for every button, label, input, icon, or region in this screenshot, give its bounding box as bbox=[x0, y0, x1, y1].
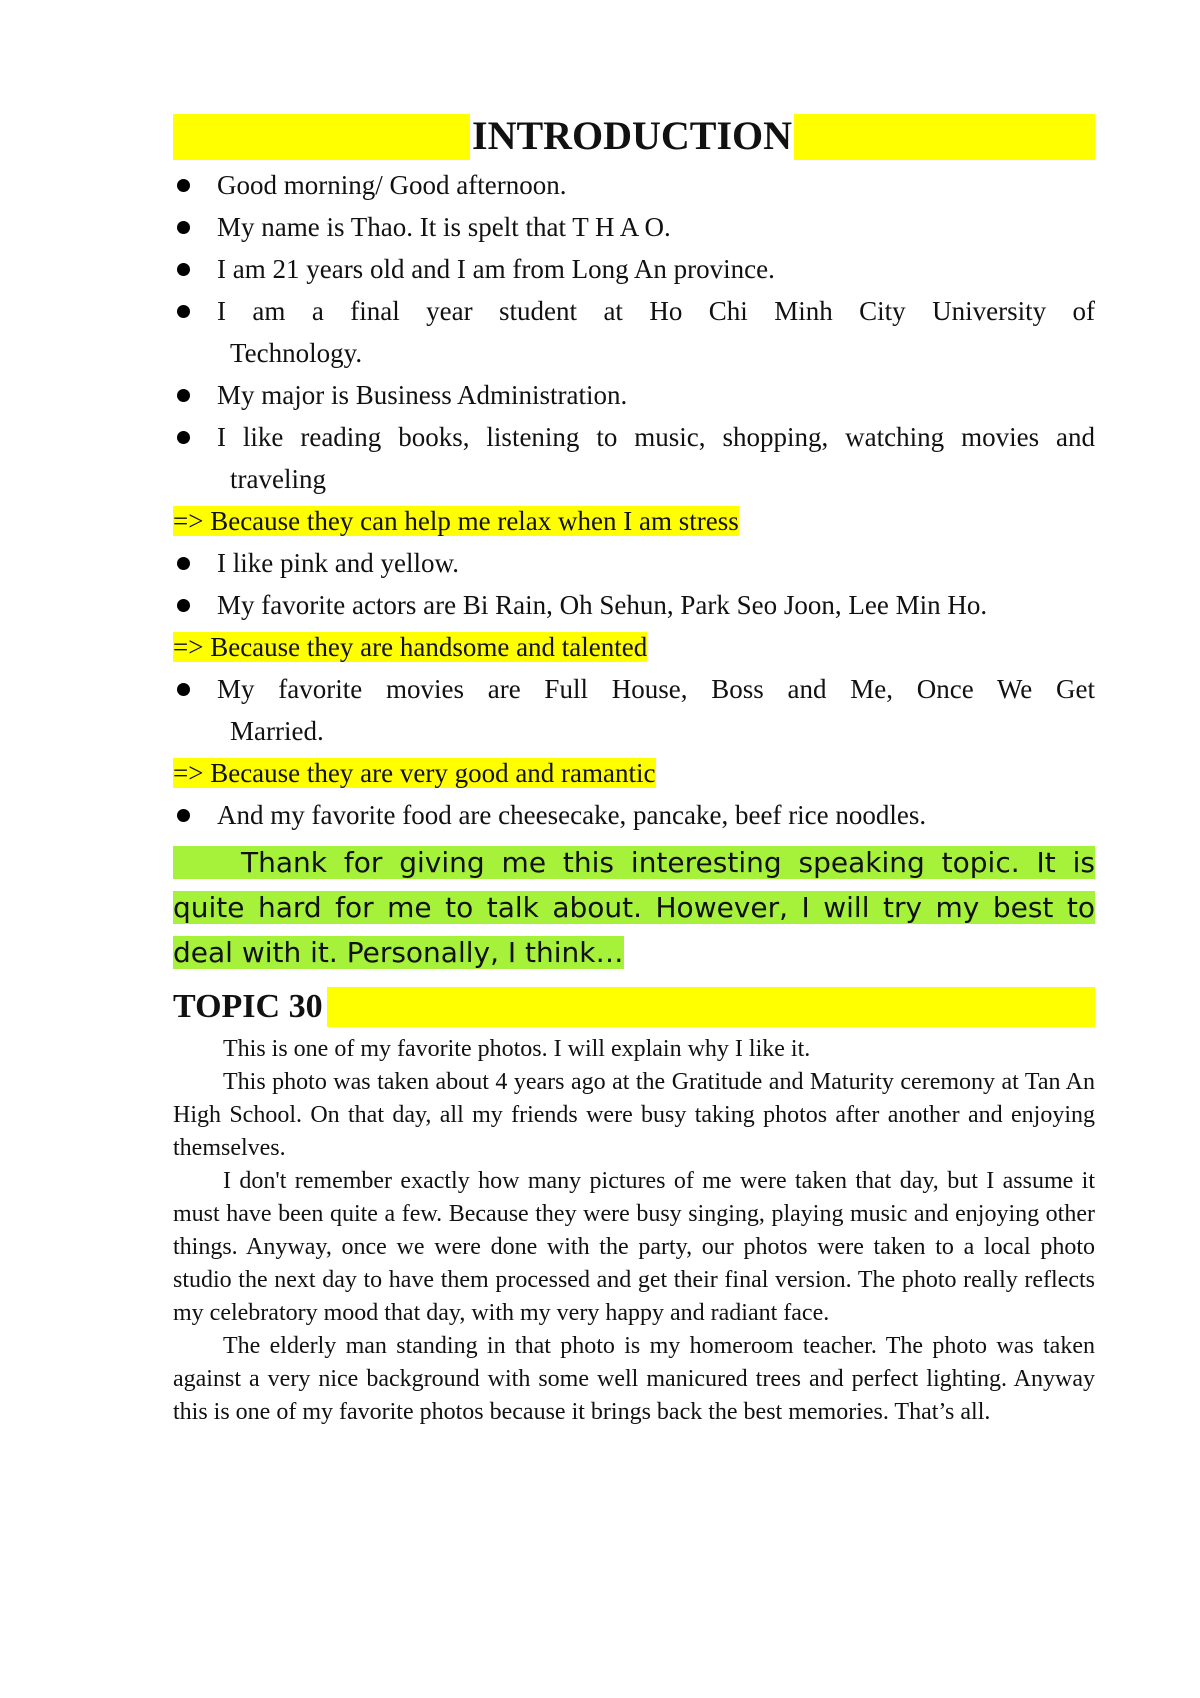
bullet-icon bbox=[177, 599, 190, 612]
introduction-list-continued bbox=[173, 542, 1095, 626]
reason-line bbox=[173, 500, 1095, 542]
introduction-list-continued bbox=[173, 668, 1095, 752]
list-item-continuation bbox=[173, 332, 1095, 374]
heading-highlight-right bbox=[794, 114, 1095, 160]
topic-heading-bar bbox=[173, 983, 1095, 1029]
list-item-text: My name is Thao. It is spelt that T H A O. bbox=[217, 212, 671, 242]
closing-note-text: Thank for giving me this interesting speaking topic. It is quite hard for me to talk about. However, I will try my best to deal with it. Personally, I think… bbox=[173, 846, 1095, 969]
list-item bbox=[173, 542, 1095, 584]
reason-text: => Because they can help me relax when I am stress bbox=[173, 506, 739, 536]
paragraph: I don't remember exactly how many pictures of me were taken that day, but I assume it must have been quite a few. Because they were busy singing, playing music and enjoying other things. Anyway, once we were done with the party, our photos were taken to a local photo studio the next day to have them processed and get their final version. The photo really reflects my celebratory mood that day, with my very happy and radiant face. bbox=[173, 1168, 1095, 1326]
paragraph: The elderly man standing in that photo is my homeroom teacher. The photo was taken against a very nice background with some well manicured trees and perfect lighting. Anyway this is one of my favorite photos because it brings back the best memories. That’s all. bbox=[173, 1333, 1095, 1425]
reason-line bbox=[173, 752, 1095, 794]
introduction-list bbox=[173, 164, 1095, 500]
list-item-continuation bbox=[173, 458, 1095, 500]
bullet-icon bbox=[177, 389, 190, 402]
introduction-heading: INTRODUCTION bbox=[472, 113, 793, 158]
list-item-text: I like pink and yellow. bbox=[217, 548, 459, 578]
bullet-icon bbox=[177, 263, 190, 276]
bullet-icon bbox=[177, 305, 190, 318]
list-item-text: And my favorite food are cheesecake, pancake, beef rice noodles. bbox=[217, 800, 927, 830]
list-item bbox=[173, 206, 1095, 248]
list-item bbox=[173, 290, 1095, 332]
list-item bbox=[173, 164, 1095, 206]
list-item bbox=[173, 584, 1095, 626]
list-item-text: I am a final year student at Ho Chi Minh City University of bbox=[217, 296, 1095, 326]
list-item bbox=[173, 794, 1095, 836]
list-item-continuation-text: Technology. bbox=[230, 338, 363, 368]
list-item-continuation-text: Married. bbox=[230, 716, 324, 746]
list-item bbox=[173, 374, 1095, 416]
list-item bbox=[173, 668, 1095, 710]
introduction-heading-bar bbox=[173, 112, 1095, 160]
heading-highlight-left bbox=[173, 114, 470, 160]
list-item-text: My major is Business Administration. bbox=[217, 380, 628, 410]
closing-note bbox=[173, 840, 1095, 975]
list-item-text: I am 21 years old and I am from Long An province. bbox=[217, 254, 775, 284]
bullet-icon bbox=[177, 557, 190, 570]
bullet-icon bbox=[177, 683, 190, 696]
paragraph: This is one of my favorite photos. I will explain why I like it. bbox=[223, 1036, 811, 1062]
bullet-icon bbox=[177, 431, 190, 444]
bullet-icon bbox=[177, 179, 190, 192]
reason-text: => Because they are very good and ramantic bbox=[173, 758, 656, 788]
reason-line bbox=[173, 626, 1095, 668]
document-page bbox=[173, 112, 1095, 1429]
topic-title: TOPIC 30 bbox=[173, 988, 323, 1025]
list-item-continuation-text: traveling bbox=[230, 464, 326, 494]
reason-text: => Because they are handsome and talented bbox=[173, 632, 648, 662]
paragraph: This photo was taken about 4 years ago at the Gratitude and Maturity ceremony at Tan An High School. On that day, all my friends were busy taking photos after another and enjoying themselves. bbox=[173, 1069, 1095, 1161]
list-item-text: Good morning/ Good afternoon. bbox=[217, 170, 567, 200]
topic-body bbox=[173, 1033, 1095, 1429]
introduction-list-continued bbox=[173, 794, 1095, 836]
list-item-continuation bbox=[173, 710, 1095, 752]
bullet-icon bbox=[177, 809, 190, 822]
bullet-icon bbox=[177, 221, 190, 234]
list-item bbox=[173, 416, 1095, 458]
list-item-text: My favorite movies are Full House, Boss and Me, Once We Get bbox=[217, 674, 1095, 704]
list-item-text: My favorite actors are Bi Rain, Oh Sehun, Park Seo Joon, Lee Min Ho. bbox=[217, 590, 988, 620]
list-item bbox=[173, 248, 1095, 290]
topic-highlight bbox=[327, 987, 1095, 1027]
list-item-text: I like reading books, listening to music, shopping, watching movies and bbox=[217, 422, 1095, 452]
